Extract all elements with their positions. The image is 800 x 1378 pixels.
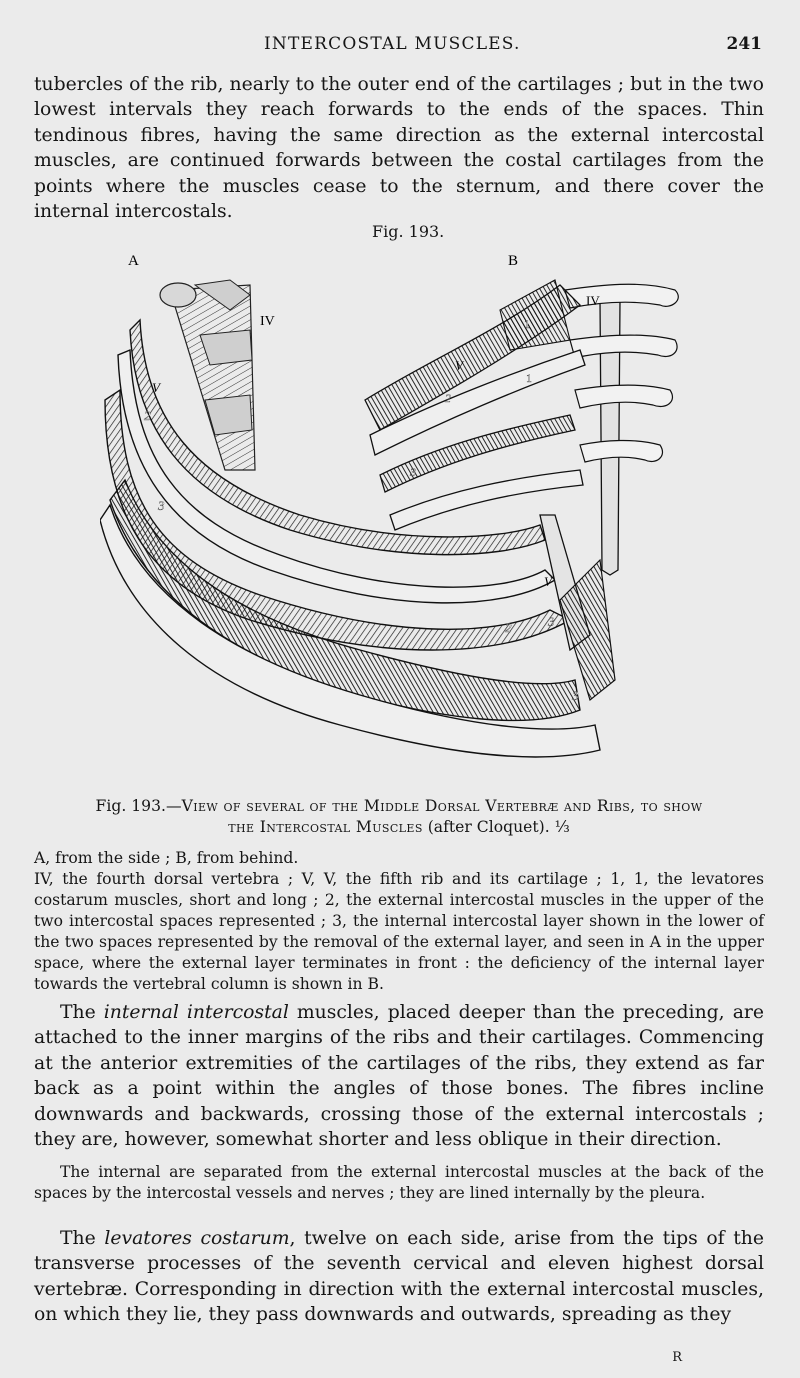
term-internal-intercostal: internal intercostal: [103, 1002, 289, 1023]
label-a-rib: V: [152, 380, 160, 395]
legend-line-2: IV, the fourth dorsal vertebra ; V, V, the fifth rib and its cartilage ; 1, 1, the levatores costarum muscles, short and long ; 2, the external intercostal muscles in the upper of the two intercostal spaces represented ; 3, the internal intercostal layer shown in the lower of the two spaces represented by the removal of the external layer, and seen in A in the upper space, where the external layer terminates in front : the deficiency of the internal layer towards the vertebral column is shown in B.: [34, 870, 764, 993]
legend-line-1: A, from the side ; B, from behind.: [34, 849, 299, 867]
paragraph-levatores: [34, 1226, 764, 1328]
rib-illustration: [100, 240, 720, 770]
caption-title-line2: the Intercostal Muscles: [228, 818, 423, 836]
label-b-levator-2: 1: [526, 371, 532, 385]
figure-legend: [34, 848, 764, 995]
panel-b-ribs: [365, 280, 585, 530]
paragraph-text: The internal are separated from the external intercostal muscles at the back of the spaces by the intercostal vessels and nerves ; they are lined internally by the pleura.: [34, 1163, 764, 1202]
caption-prefix: Fig. 193.—: [95, 797, 182, 815]
label-b-external: 2: [445, 391, 451, 405]
term-levatores-costarum: levatores costarum: [104, 1228, 290, 1249]
paragraph-text: [34, 1000, 764, 1152]
paragraph-rest: , twelve on each side, arise from the tips of the transverse processes of the seventh cervical and eleven highest dorsal vertebræ. Corresponding in direction with the external intercostal muscles, on which they lie, they pass downwards and outwards, spreading as they: [34, 1228, 764, 1326]
panel-a-ribs: [100, 320, 615, 757]
caption-attribution: (after Cloquet).: [422, 818, 550, 836]
panel-label-b: B: [508, 253, 519, 269]
running-head: [0, 34, 800, 58]
panel-b-spine: [565, 284, 678, 575]
running-title: INTERCOSTAL MUSCLES.: [264, 34, 521, 54]
label-a-external-front: 2: [505, 620, 512, 635]
caption-title-line1: View of several of the Middle Dorsal Vertebræ and Ribs, to show: [181, 797, 703, 815]
paragraph-lead: The: [60, 1002, 104, 1023]
paragraph-text: [34, 1226, 764, 1328]
label-b-rib: V: [455, 358, 463, 373]
label-a-internal-lower: 3: [158, 498, 165, 513]
label-a-rib-end: V: [544, 574, 552, 589]
signature-mark: R: [672, 1350, 682, 1365]
caption-scale: ⅓: [554, 818, 570, 836]
figure-193-illustration: [100, 240, 720, 770]
panel-label-a: A: [128, 253, 139, 269]
page-number: 241: [726, 34, 762, 54]
label-a-internal-lower-front: 3: [572, 688, 579, 703]
label-b-internal: 3: [410, 465, 416, 479]
figure-number: Fig. 193.: [372, 222, 445, 241]
label-a-external-upper: 2: [144, 408, 151, 423]
label-b-levator-1: 1: [524, 317, 530, 331]
paragraph-internal-intercostal: [34, 1000, 764, 1152]
figure-caption-title: [34, 796, 764, 838]
paragraph-intro: [34, 72, 764, 224]
label-b-vertebra: IV: [586, 293, 600, 308]
paragraph-text: tubercles of the rib, nearly to the outer end of the cartilages ; but in the two lowest intervals they reach forwards to the ends of the spaces. Thin tendinous fibres, having the same direction as the external intercostal muscles, are continued forwards between the costal cartilages from the points where the muscles cease to the sternum, and there cover the internal intercostals.: [34, 74, 764, 223]
paragraph-rest: muscles, placed deeper than the preceding, are attached to the inner margins of the ribs and their cartilages. Commencing at the anterior extremities of the cartilages of the ribs, they extend as far back as a point within the angles of those bones. The fibres incline downwards and backwards, crossing those of the external intercostals ; they are, however, somewhat shorter and less oblique in their direction.: [34, 1002, 764, 1151]
label-a-vertebra: IV: [260, 314, 275, 329]
paragraph-lead: The: [60, 1228, 105, 1249]
paragraph-separation: [34, 1162, 764, 1204]
label-a-internal-upper-front: 3: [548, 614, 555, 629]
